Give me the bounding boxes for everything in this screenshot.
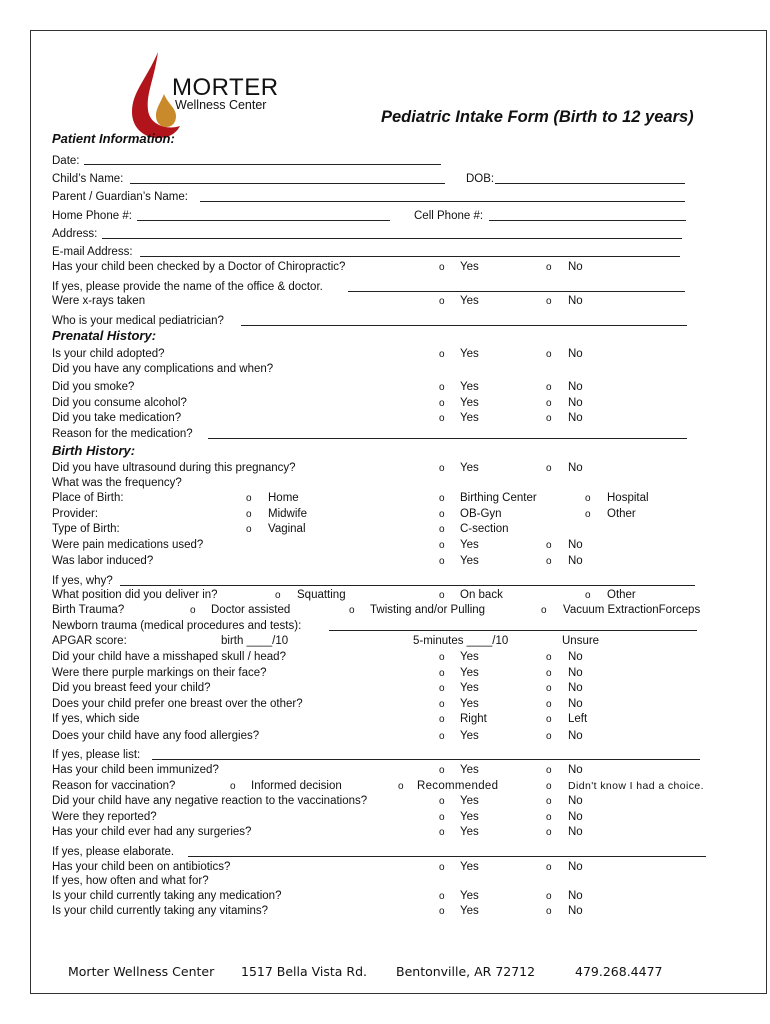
radio-smoke-yes[interactable]: o	[439, 382, 445, 393]
label-breast-feed: Did you breast feed your child?	[52, 682, 211, 694]
radio-provider-other[interactable]: o	[585, 509, 591, 520]
newborn-trauma-field[interactable]	[329, 630, 697, 631]
label-which-side: If yes, which side	[52, 713, 140, 725]
painmeds-no-label: No	[568, 539, 583, 551]
radio-recommended[interactable]: o	[398, 781, 404, 792]
radio-midwife[interactable]: o	[246, 509, 252, 520]
radio-adopted-no[interactable]: o	[546, 349, 552, 360]
radio-vaginal[interactable]: o	[246, 524, 252, 535]
radio-allergies-yes[interactable]: o	[439, 731, 445, 742]
doctor-assisted-label: Doctor assisted	[211, 604, 291, 616]
chiro-yes-label: Yes	[460, 261, 479, 273]
radio-didnt-know[interactable]: o	[546, 781, 552, 792]
radio-medication-no[interactable]: o	[546, 413, 552, 424]
label-medication: Did you take medication?	[52, 412, 182, 424]
pediatrician-field[interactable]	[241, 325, 687, 326]
radio-negative-yes[interactable]: o	[439, 796, 445, 807]
side-right-label: Right	[460, 713, 487, 725]
label-cell-phone: Cell Phone #:	[414, 210, 484, 222]
radio-chiro-no[interactable]: o	[546, 262, 552, 273]
negative-yes-label: Yes	[460, 795, 479, 807]
label-reason-medication: Reason for the medication?	[52, 428, 193, 440]
label-antibiotics: Has your child been on antibiotics?	[52, 861, 231, 873]
medication-no-label: No	[568, 412, 583, 424]
radio-vacuum[interactable]: o	[541, 605, 547, 616]
radio-skull-yes[interactable]: o	[439, 652, 445, 663]
prefer-yes-label: Yes	[460, 698, 479, 710]
radio-purple-no[interactable]: o	[546, 668, 552, 679]
footer-clinic-name: Morter Wellness Center	[68, 964, 215, 979]
curmed-no-label: No	[568, 890, 583, 902]
radio-adopted-yes[interactable]: o	[439, 349, 445, 360]
label-xrays: Were x-rays taken	[52, 295, 146, 307]
cell-phone-field[interactable]	[489, 220, 686, 221]
radio-alcohol-yes[interactable]: o	[439, 398, 445, 409]
immunized-yes-label: Yes	[460, 764, 479, 776]
footer-street: 1517 Bella Vista Rd.	[241, 964, 368, 979]
label-food-allergies: Does your child have any food allergies?	[52, 730, 260, 742]
home-label: Home	[268, 492, 299, 504]
xrays-no-label: No	[568, 295, 583, 307]
radio-surgeries-no[interactable]: o	[546, 827, 552, 838]
label-reason-vaccination: Reason for vaccination?	[52, 780, 176, 792]
logo-subtitle: Wellness Center	[175, 98, 267, 112]
radio-xrays-no[interactable]: o	[546, 296, 552, 307]
label-date: Date:	[52, 155, 80, 167]
date-field[interactable]	[84, 164, 441, 165]
ultrasound-no-label: No	[568, 462, 583, 474]
purple-no-label: No	[568, 667, 583, 679]
label-newborn-trauma: Newborn trauma (medical procedures and tests):	[52, 620, 302, 632]
vitamins-yes-label: Yes	[460, 905, 479, 917]
radio-squatting[interactable]: o	[275, 590, 281, 601]
section-birth-history: Birth History:	[52, 443, 136, 458]
footer-phone: 479.268.4477	[575, 964, 663, 979]
allergies-no-label: No	[568, 730, 583, 742]
alcohol-no-label: No	[568, 397, 583, 409]
radio-side-left[interactable]: o	[546, 714, 552, 725]
allergies-list-field[interactable]	[152, 759, 700, 760]
reason-medication-field[interactable]	[208, 438, 687, 439]
surgeries-no-label: No	[568, 826, 583, 838]
adopted-no-label: No	[568, 348, 583, 360]
radio-csection[interactable]: o	[439, 524, 445, 535]
label-purple-markings: Were there purple markings on their face?	[52, 667, 267, 679]
home-phone-field[interactable]	[137, 220, 390, 221]
label-dob: DOB:	[466, 173, 495, 185]
label-current-medication: Is your child currently taking any medication?	[52, 890, 282, 902]
radio-antibiotics-yes[interactable]: o	[439, 862, 445, 873]
antibiotics-no-label: No	[568, 861, 583, 873]
label-pediatrician: Who is your medical pediatrician?	[52, 315, 224, 327]
radio-purple-yes[interactable]: o	[439, 668, 445, 679]
label-office-doctor: If yes, please provide the name of the office & doctor.	[52, 281, 323, 293]
label-ultrasound: Did you have ultrasound during this pregnancy?	[52, 462, 296, 474]
label-if-yes-why: If yes, why?	[52, 575, 113, 587]
label-child-name: Child’s Name:	[52, 173, 124, 185]
office-doctor-field[interactable]	[348, 291, 685, 292]
induced-no-label: No	[568, 555, 583, 567]
radio-alcohol-no[interactable]: o	[546, 398, 552, 409]
smoke-yes-label: Yes	[460, 381, 479, 393]
radio-curmed-no[interactable]: o	[546, 891, 552, 902]
curmed-yes-label: Yes	[460, 890, 479, 902]
radio-medication-yes[interactable]: o	[439, 413, 445, 424]
label-negative-reaction: Did your child have any negative reaction to the vaccinations?	[52, 795, 368, 807]
radio-prefer-no[interactable]: o	[546, 699, 552, 710]
negative-no-label: No	[568, 795, 583, 807]
birthing-center-label: Birthing Center	[460, 492, 537, 504]
label-please-list: If yes, please list:	[52, 749, 141, 761]
radio-painmeds-yes[interactable]: o	[439, 540, 445, 551]
ultrasound-yes-label: Yes	[460, 462, 479, 474]
label-chiropractic: Has your child been checked by a Doctor of Chiropractic?	[52, 261, 346, 273]
provider-other-label: Other	[607, 508, 636, 520]
midwife-label: Midwife	[268, 508, 307, 520]
induced-yes-label: Yes	[460, 555, 479, 567]
label-elaborate: If yes, please elaborate.	[52, 846, 175, 858]
radio-reported-yes[interactable]: o	[439, 812, 445, 823]
apgar-birth[interactable]: birth ____/10	[221, 635, 289, 647]
radio-vitamins-yes[interactable]: o	[439, 906, 445, 917]
elaborate-field[interactable]	[188, 856, 706, 857]
apgar-unsure[interactable]: Unsure	[562, 635, 600, 647]
label-apgar: APGAR score:	[52, 635, 127, 647]
radio-home[interactable]: o	[246, 493, 252, 504]
radio-side-right[interactable]: o	[439, 714, 445, 725]
purple-yes-label: Yes	[460, 667, 479, 679]
child-name-field[interactable]	[130, 183, 445, 184]
prefer-no-label: No	[568, 698, 583, 710]
radio-position-other[interactable]: o	[585, 590, 591, 601]
radio-induced-no[interactable]: o	[546, 556, 552, 567]
radio-twisting[interactable]: o	[349, 605, 355, 616]
label-place-of-birth: Place of Birth:	[52, 492, 124, 504]
twisting-label: Twisting and/or Pulling	[370, 604, 486, 616]
radio-surgeries-yes[interactable]: o	[439, 827, 445, 838]
label-alcohol: Did you consume alcohol?	[52, 397, 187, 409]
xrays-yes-label: Yes	[460, 295, 479, 307]
radio-curmed-yes[interactable]: o	[439, 891, 445, 902]
alcohol-yes-label: Yes	[460, 397, 479, 409]
radio-doctor-assisted[interactable]: o	[190, 605, 196, 616]
recommended-label: Recommended	[417, 780, 499, 792]
smoke-no-label: No	[568, 381, 583, 393]
informed-decision-label: Informed decision	[251, 780, 342, 792]
label-how-often: If yes, how often and what for?	[52, 875, 209, 887]
reported-yes-label: Yes	[460, 811, 479, 823]
label-labor-induced: Was labor induced?	[52, 555, 154, 567]
logo-name: MORTER	[172, 74, 279, 101]
label-birth-trauma: Birth Trauma?	[52, 604, 125, 616]
radio-painmeds-no[interactable]: o	[546, 540, 552, 551]
parent-name-field[interactable]	[200, 201, 685, 202]
radio-xrays-yes[interactable]: o	[439, 296, 445, 307]
adopted-yes-label: Yes	[460, 348, 479, 360]
antibiotics-yes-label: Yes	[460, 861, 479, 873]
label-surgeries: Has your child ever had any surgeries?	[52, 826, 252, 838]
radio-on-back[interactable]: o	[439, 590, 445, 601]
radio-ultrasound-yes[interactable]: o	[439, 463, 445, 474]
radio-reported-no[interactable]: o	[546, 812, 552, 823]
radio-immunized-no[interactable]: o	[546, 765, 552, 776]
didnt-know-label: Didn't know I had a choice.	[568, 780, 704, 792]
label-delivery-position: What position did you deliver in?	[52, 589, 218, 601]
side-left-label: Left	[568, 713, 588, 725]
painmeds-yes-label: Yes	[460, 539, 479, 551]
form-title: Pediatric Intake Form (Birth to 12 years)	[381, 108, 694, 126]
radio-breastfeed-no[interactable]: o	[546, 683, 552, 694]
label-email: E-mail Address:	[52, 246, 133, 258]
label-adopted: Is your child adopted?	[52, 348, 165, 360]
on-back-label: On back	[460, 589, 503, 601]
radio-informed-decision[interactable]: o	[230, 781, 236, 792]
squatting-label: Squatting	[297, 589, 346, 601]
position-other-label: Other	[607, 589, 636, 601]
radio-birthing-center[interactable]: o	[439, 493, 445, 504]
dob-field[interactable]	[495, 183, 685, 184]
email-field[interactable]	[140, 256, 680, 257]
apgar-5-minutes[interactable]: 5-minutes ____/10	[413, 635, 509, 647]
label-home-phone: Home Phone #:	[52, 210, 132, 222]
label-provider: Provider:	[52, 508, 99, 520]
chiro-no-label: No	[568, 261, 583, 273]
label-prefer-breast: Does your child prefer one breast over the other?	[52, 698, 303, 710]
radio-chiro-yes[interactable]: o	[439, 262, 445, 273]
skull-yes-label: Yes	[460, 651, 479, 663]
vacuum-label: Vacuum ExtractionForceps	[563, 604, 701, 616]
label-type-of-birth: Type of Birth:	[52, 523, 120, 535]
label-vitamins: Is your child currently taking any vitamins?	[52, 905, 269, 917]
immunized-no-label: No	[568, 764, 583, 776]
label-address: Address:	[52, 228, 98, 240]
radio-ultrasound-no[interactable]: o	[546, 463, 552, 474]
radio-prefer-yes[interactable]: o	[439, 699, 445, 710]
vaginal-label: Vaginal	[268, 523, 306, 535]
footer-city: Bentonville, AR 72712	[396, 964, 536, 979]
breastfeed-no-label: No	[568, 682, 583, 694]
radio-breastfeed-yes[interactable]: o	[439, 683, 445, 694]
label-complications: Did you have any complications and when?	[52, 363, 274, 375]
medication-yes-label: Yes	[460, 412, 479, 424]
section-prenatal-history: Prenatal History:	[52, 328, 157, 343]
radio-obgyn[interactable]: o	[439, 509, 445, 520]
label-reported: Were they reported?	[52, 811, 157, 823]
radio-hospital[interactable]: o	[585, 493, 591, 504]
address-field[interactable]	[102, 238, 682, 239]
radio-vitamins-no[interactable]: o	[546, 906, 552, 917]
label-frequency: What was the frequency?	[52, 477, 182, 489]
label-parent-name: Parent / Guardian’s Name:	[52, 191, 188, 203]
label-immunized: Has your child been immunized?	[52, 764, 219, 776]
surgeries-yes-label: Yes	[460, 826, 479, 838]
allergies-yes-label: Yes	[460, 730, 479, 742]
radio-immunized-yes[interactable]: o	[439, 765, 445, 776]
label-pain-meds: Were pain medications used?	[52, 539, 204, 551]
radio-skull-no[interactable]: o	[546, 652, 552, 663]
csection-label: C-section	[460, 523, 509, 535]
why-field[interactable]	[120, 585, 695, 586]
radio-antibiotics-no[interactable]: o	[546, 862, 552, 873]
radio-smoke-no[interactable]: o	[546, 382, 552, 393]
breastfeed-yes-label: Yes	[460, 682, 479, 694]
hospital-label: Hospital	[607, 492, 649, 504]
label-smoke: Did you smoke?	[52, 381, 135, 393]
radio-allergies-no[interactable]: o	[546, 731, 552, 742]
vitamins-no-label: No	[568, 905, 583, 917]
radio-negative-no[interactable]: o	[546, 796, 552, 807]
radio-induced-yes[interactable]: o	[439, 556, 445, 567]
obgyn-label: OB-Gyn	[460, 508, 502, 520]
label-misshaped-skull: Did your child have a misshaped skull / head?	[52, 651, 286, 663]
section-patient-information: Patient Information:	[52, 131, 175, 146]
reported-no-label: No	[568, 811, 583, 823]
skull-no-label: No	[568, 651, 583, 663]
